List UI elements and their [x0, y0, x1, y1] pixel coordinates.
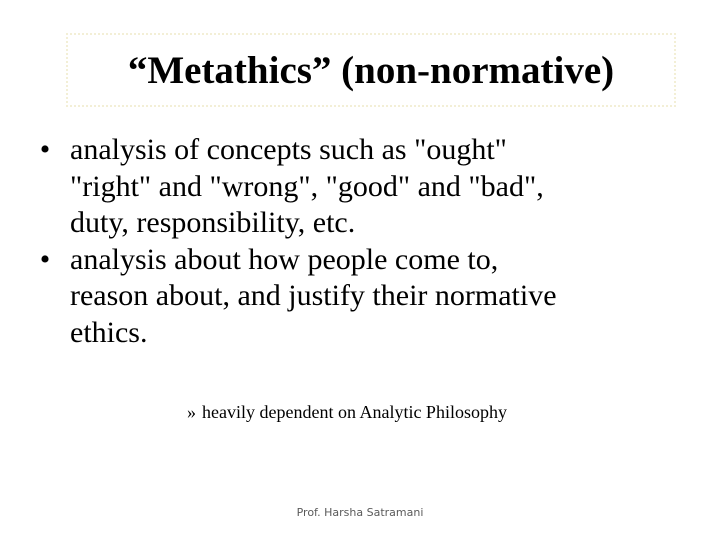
bullet-line: "right" and "wrong", "good" and "bad",: [70, 169, 544, 203]
bullet-dot-icon: •: [39, 242, 51, 276]
bullet-item: [30, 132, 700, 242]
bullet-item: [30, 242, 700, 352]
bullet-line: analysis about how people come to,: [70, 242, 499, 276]
title-placeholder: [66, 33, 676, 107]
slide-body: [30, 132, 700, 351]
slide-title: “Metathics” (non-normative): [127, 48, 615, 92]
bullet-line: reason about, and justify their normative: [70, 279, 557, 312]
bullet-line: analysis of concepts such as "ought": [70, 133, 507, 166]
sub-bullet: [187, 402, 507, 423]
sub-bullet-text: heavily dependent on Analytic Philosophy: [202, 402, 507, 422]
bullet-line: duty, responsibility, etc.: [70, 206, 356, 239]
bullet-line: ethics.: [70, 315, 148, 349]
slide-footer: Prof. Harsha Satramani: [296, 506, 424, 519]
bullet-dot-icon: •: [39, 133, 51, 166]
double-chevron-icon: »: [187, 402, 196, 422]
